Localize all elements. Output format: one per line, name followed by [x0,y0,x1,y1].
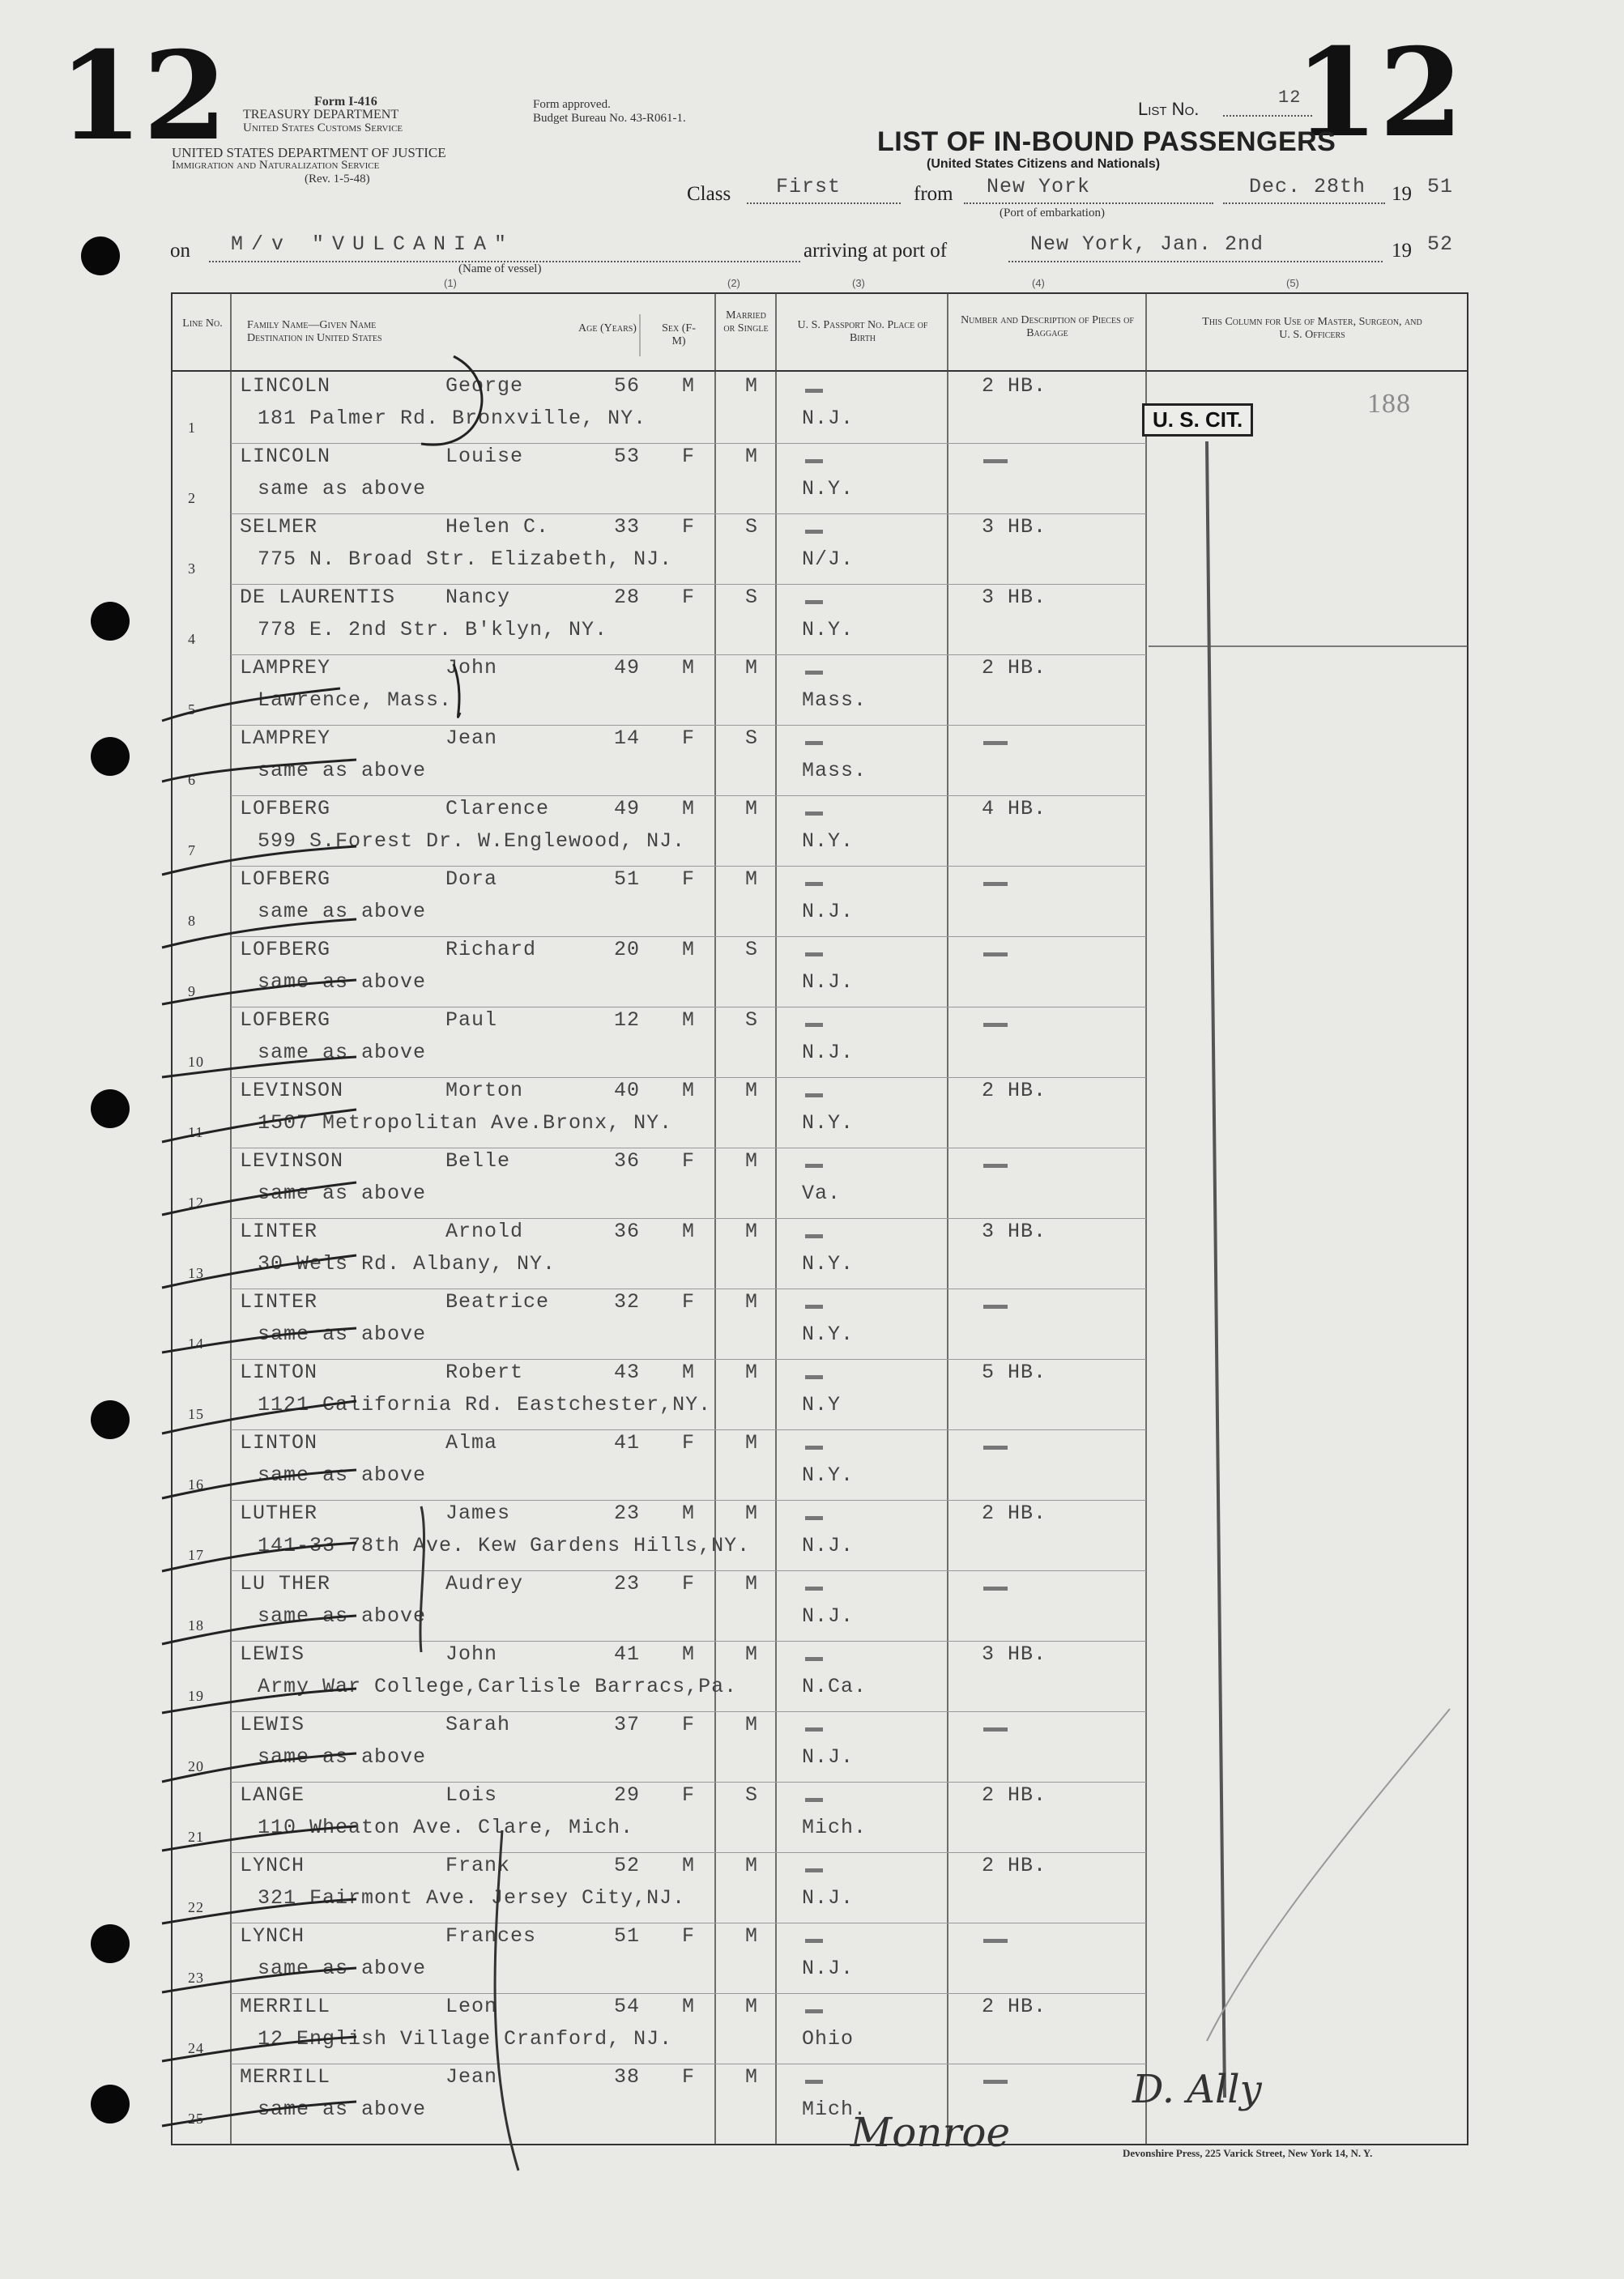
line-number: 8 [188,913,196,929]
line-number: 15 [188,1406,204,1422]
age: 41 [614,1642,641,1666]
age: 29 [614,1783,641,1807]
dept-line-2: United States Customs Service [243,121,403,134]
age: 52 [614,1854,641,1877]
destination: same as above [258,970,427,994]
approved-line-2: Budget Bureau No. 43-R061-1. [533,112,686,125]
sex: F [682,586,696,609]
line-number: 25 [188,2111,204,2127]
depart-date: Dec. 28th [1249,175,1366,198]
place-of-birth: N.J. [802,900,855,923]
given-name: Helen C. [445,515,550,539]
age: 36 [614,1220,641,1243]
place-of-birth: N.J. [802,407,855,430]
header-baggage: Number and Description of Pieces of Baggage [961,314,1134,340]
place-of-birth: N.Y. [802,1111,855,1135]
line-number: 9 [188,983,196,999]
age: 49 [614,797,641,820]
sex: F [682,1783,696,1807]
dept-line-1: TREASURY DEPARTMENT [243,108,399,121]
header-destination: Destination in United States [247,332,382,344]
age: 38 [614,2065,641,2089]
family-name: LYNCH [240,1924,305,1948]
place-of-birth: N.Y. [802,477,855,501]
line-number: 16 [188,1476,204,1493]
age: 43 [614,1361,641,1384]
marital-status: M [745,1220,759,1243]
place-of-birth: Ohio [802,2027,855,2051]
age: 51 [614,867,641,891]
line-number: 23 [188,1970,204,1986]
marital-status: M [745,1854,759,1877]
given-name: Robert [445,1361,524,1384]
age: 53 [614,445,641,468]
line-number: 12 [188,1195,204,1211]
header-age: Age (Years) [578,322,637,334]
given-name: Paul [445,1008,498,1032]
family-name: LYNCH [240,1854,305,1877]
header-married: Married or Single [723,309,769,335]
line-number: 5 [188,701,196,718]
sex: M [682,797,696,820]
destination: same as above [258,1463,427,1487]
sex: M [682,1642,696,1666]
destination: same as above [258,900,427,923]
destination: same as above [258,759,427,782]
sex: M [682,938,696,961]
destination: same as above [258,1745,427,1769]
baggage: 2 HB. [982,1502,1047,1525]
baggage: 2 HB. [982,656,1047,679]
destination: 775 N. Broad Str. Elizabeth, NJ. [258,547,673,571]
age: 14 [614,726,641,750]
page-subtitle: (United States Citizens and Nationals) [927,157,1161,171]
signature-ally: D. Ally [1132,2067,1262,2112]
sex: M [682,1502,696,1525]
age: 23 [614,1502,641,1525]
line-number: 2 [188,490,196,506]
marital-status: M [745,797,759,820]
marital-status: S [745,726,759,750]
place-of-birth: N.J. [802,1604,855,1628]
age: 28 [614,586,641,609]
destination: same as above [258,1323,427,1346]
marital-status: M [745,1713,759,1736]
marital-status: M [745,1361,759,1384]
marital-status: M [745,656,759,679]
destination: same as above [258,2098,427,2121]
line-number: 10 [188,1054,204,1070]
place-of-birth: N.J. [802,970,855,994]
destination: 181 Palmer Rd. Bronxville, NY. [258,407,647,430]
sex: F [682,515,696,539]
age: 12 [614,1008,641,1032]
baggage: 5 HB. [982,1361,1047,1384]
given-name: John [445,656,498,679]
line-number: 18 [188,1617,204,1634]
form-id: Form I-416 [314,95,377,109]
place-of-birth: N.Y [802,1393,842,1416]
destination: same as above [258,1604,427,1628]
family-name: LEVINSON [240,1079,344,1102]
sex: M [682,1854,696,1877]
class-value: First [776,175,842,198]
given-name: Nancy [445,586,511,609]
corner-number-left: 12 [58,25,228,168]
citizen-stamp: U. S. CIT. [1142,403,1253,437]
line-number: 7 [188,842,196,858]
baggage: 3 HB. [982,1220,1047,1243]
official-number: 188 [1367,389,1411,419]
age: 20 [614,938,641,961]
baggage: 2 HB. [982,1995,1047,2018]
dept-line-3: UNITED STATES DEPARTMENT OF JUSTICE [172,145,446,160]
given-name: John [445,1642,498,1666]
dept-line-4: Immigration and Naturalization Service [172,159,380,172]
baggage: 4 HB. [982,797,1047,820]
destination: 778 E. 2nd Str. B'klyn, NY. [258,618,608,641]
printer-credit: Devonshire Press, 225 Varick Street, New York 14, N. Y. [1123,2147,1373,2159]
place-of-birth: N.Y. [802,1323,855,1346]
age: 37 [614,1713,641,1736]
place-of-birth: N.Y. [802,1463,855,1487]
given-name: Morton [445,1079,524,1102]
marital-status: S [745,1783,759,1807]
sex: M [682,374,696,398]
age: 54 [614,1995,641,2018]
place-of-birth: N.J. [802,1041,855,1064]
page-title: LIST OF IN-BOUND PASSENGERS [877,126,1336,157]
age: 41 [614,1431,641,1455]
arrival-year-prefix: 19 [1392,240,1412,262]
destination: 30 Wels Rd. Albany, NY. [258,1252,556,1276]
column-number: (3) [852,277,865,289]
destination: Lawrence, Mass. [258,688,453,712]
sex: F [682,1924,696,1948]
sex: F [682,1572,696,1595]
marital-status: S [745,515,759,539]
given-name: Leon [445,1995,498,2018]
line-number: 20 [188,1758,204,1774]
place-of-birth: N.Ca. [802,1675,867,1698]
marital-status: M [745,2065,759,2089]
baggage: 2 HB. [982,1079,1047,1102]
arriving-label: arriving at port of [803,240,948,262]
destination: same as above [258,1041,427,1064]
sex: F [682,867,696,891]
marital-status: M [745,1572,759,1595]
baggage: 2 HB. [982,374,1047,398]
sex: M [682,1361,696,1384]
age: 33 [614,515,641,539]
list-no-label: List No. [1138,99,1200,119]
arrival-value: New York, Jan. 2nd [1030,232,1264,256]
baggage: 3 HB. [982,1642,1047,1666]
line-number: 13 [188,1265,204,1281]
vessel-name: M/v "VULCANIA" [231,232,515,256]
marital-status: M [745,1995,759,2018]
class-label: Class [687,183,731,205]
sex: F [682,726,696,750]
family-name: LEVINSON [240,1149,344,1173]
given-name: Audrey [445,1572,524,1595]
sex: M [682,1995,696,2018]
dept-line-5: (Rev. 1-5-48) [305,173,370,185]
given-name: Richard [445,938,537,961]
age: 32 [614,1290,641,1314]
line-number: 11 [188,1124,204,1140]
line-number: 4 [188,631,196,647]
destination: 12 English Village Cranford, NJ. [258,2027,673,2051]
sex: F [682,445,696,468]
baggage: 3 HB. [982,515,1047,539]
age: 56 [614,374,641,398]
place-of-birth: N.Y. [802,1252,855,1276]
destination: 1121 California Rd. Eastchester,NY. [258,1393,712,1416]
family-name: LOFBERG [240,1008,331,1032]
sex: F [682,1149,696,1173]
header-official: This Column for Use of Master, Surgeon, and U. S. Officers [1202,316,1422,342]
marital-status: M [745,1431,759,1455]
sex: F [682,1431,696,1455]
column-number: (2) [727,277,740,289]
marital-status: M [745,1290,759,1314]
family-name: LOFBERG [240,797,331,820]
family-name: SELMER [240,515,318,539]
destination: 1507 Metropolitan Ave.Bronx, NY. [258,1111,673,1135]
marital-status: M [745,1502,759,1525]
family-name: LINTER [240,1220,318,1243]
destination: 110 Wheaton Ave. Clare, Mich. [258,1816,634,1839]
given-name: George [445,374,524,398]
sex: M [682,1220,696,1243]
column-number: (1) [444,277,457,289]
destination: Army War College,Carlisle Barracs,Pa. [258,1675,738,1698]
sex: F [682,1713,696,1736]
age: 49 [614,656,641,679]
sex: M [682,656,696,679]
family-name: MERRILL [240,1995,331,2018]
given-name: Frances [445,1924,537,1948]
place-of-birth: N.J. [802,1957,855,1980]
baggage: 3 HB. [982,586,1047,609]
baggage: 2 HB. [982,1854,1047,1877]
age: 40 [614,1079,641,1102]
place-of-birth: N.J. [802,1745,855,1769]
given-name: Jean [445,726,498,750]
signature-monroe: Monroe [850,2109,1011,2156]
family-name: LINCOLN [240,374,331,398]
place-of-birth: N.J. [802,1534,855,1557]
place-of-birth: Mass. [802,759,867,782]
given-name: Belle [445,1149,511,1173]
family-name: LAMPREY [240,656,331,679]
given-name: Lois [445,1783,498,1807]
family-name: LINTON [240,1431,318,1455]
approved-line-1: Form approved. [533,98,611,111]
marital-status: S [745,938,759,961]
given-name: James [445,1502,511,1525]
list-no-value: 12 [1278,87,1302,108]
place-of-birth: N.Y. [802,829,855,853]
marital-status: M [745,1079,759,1102]
given-name: Clarence [445,797,550,820]
depart-year-prefix: 19 [1392,183,1412,205]
header-line-no: Line No. [182,317,223,330]
line-number: 6 [188,772,196,788]
family-name: LINTER [240,1290,318,1314]
family-name: LINTON [240,1361,318,1384]
family-name: LEWIS [240,1713,305,1736]
line-number: 24 [188,2040,204,2056]
destination: 321 Fairmont Ave. Jersey City,NJ. [258,1886,686,1910]
family-name: LANGE [240,1783,305,1807]
place-of-birth: Va. [802,1182,842,1205]
marital-status: M [745,445,759,468]
given-name: Louise [445,445,524,468]
family-name: LUTHER [240,1502,318,1525]
given-name: Jean [445,2065,498,2089]
family-name: LU THER [240,1572,331,1595]
port-embarkation-label: (Port of embarkation) [1000,207,1105,219]
depart-year-suffix: 51 [1427,175,1454,198]
family-name: LEWIS [240,1642,305,1666]
destination: same as above [258,1182,427,1205]
corner-number-right: 12 [1294,22,1464,164]
arrival-year-suffix: 52 [1427,232,1454,256]
marital-status: M [745,374,759,398]
sex: F [682,2065,696,2089]
column-number: (4) [1032,277,1045,289]
marital-status: M [745,867,759,891]
given-name: Sarah [445,1713,511,1736]
place-of-birth: N.J. [802,1886,855,1910]
line-number: 14 [188,1335,204,1352]
header-name: Family Name—Given Name [247,319,377,331]
line-number: 21 [188,1829,204,1845]
header-sex: Sex (F-M) [662,322,696,348]
family-name: LOFBERG [240,867,331,891]
marital-status: M [745,1924,759,1948]
family-name: LOFBERG [240,938,331,961]
age: 51 [614,1924,641,1948]
destination: 141-33 78th Ave. Kew Gardens Hills,NY. [258,1534,751,1557]
marital-status: S [745,1008,759,1032]
line-number: 1 [188,420,196,436]
given-name: Alma [445,1431,498,1455]
place-of-birth: Mass. [802,688,867,712]
from-label: from [914,183,953,205]
family-name: DE LAURENTIS [240,586,396,609]
header-passport: U. S. Passport No. Place of Birth [797,319,928,345]
from-value: New York [987,175,1091,198]
on-label: on [170,240,190,262]
given-name: Frank [445,1854,511,1877]
marital-status: S [745,586,759,609]
column-number: (5) [1286,277,1299,289]
age: 36 [614,1149,641,1173]
line-number: 22 [188,1899,204,1915]
baggage: 2 HB. [982,1783,1047,1807]
destination: same as above [258,477,427,501]
family-name: LAMPREY [240,726,331,750]
given-name: Beatrice [445,1290,550,1314]
place-of-birth: N/J. [802,547,855,571]
place-of-birth: N.Y. [802,618,855,641]
place-of-birth: Mich. [802,2098,867,2121]
line-number: 17 [188,1547,204,1563]
vessel-label: (Name of vessel) [458,262,542,275]
destination: same as above [258,1957,427,1980]
sex: F [682,1290,696,1314]
destination: 599 S.Forest Dr. W.Englewood, NJ. [258,829,686,853]
marital-status: M [745,1642,759,1666]
line-number: 3 [188,560,196,577]
sex: M [682,1079,696,1102]
line-number: 19 [188,1688,204,1704]
given-name: Arnold [445,1220,524,1243]
family-name: MERRILL [240,2065,331,2089]
family-name: LINCOLN [240,445,331,468]
marital-status: M [745,1149,759,1173]
age: 23 [614,1572,641,1595]
sex: M [682,1008,696,1032]
given-name: Dora [445,867,498,891]
place-of-birth: Mich. [802,1816,867,1839]
